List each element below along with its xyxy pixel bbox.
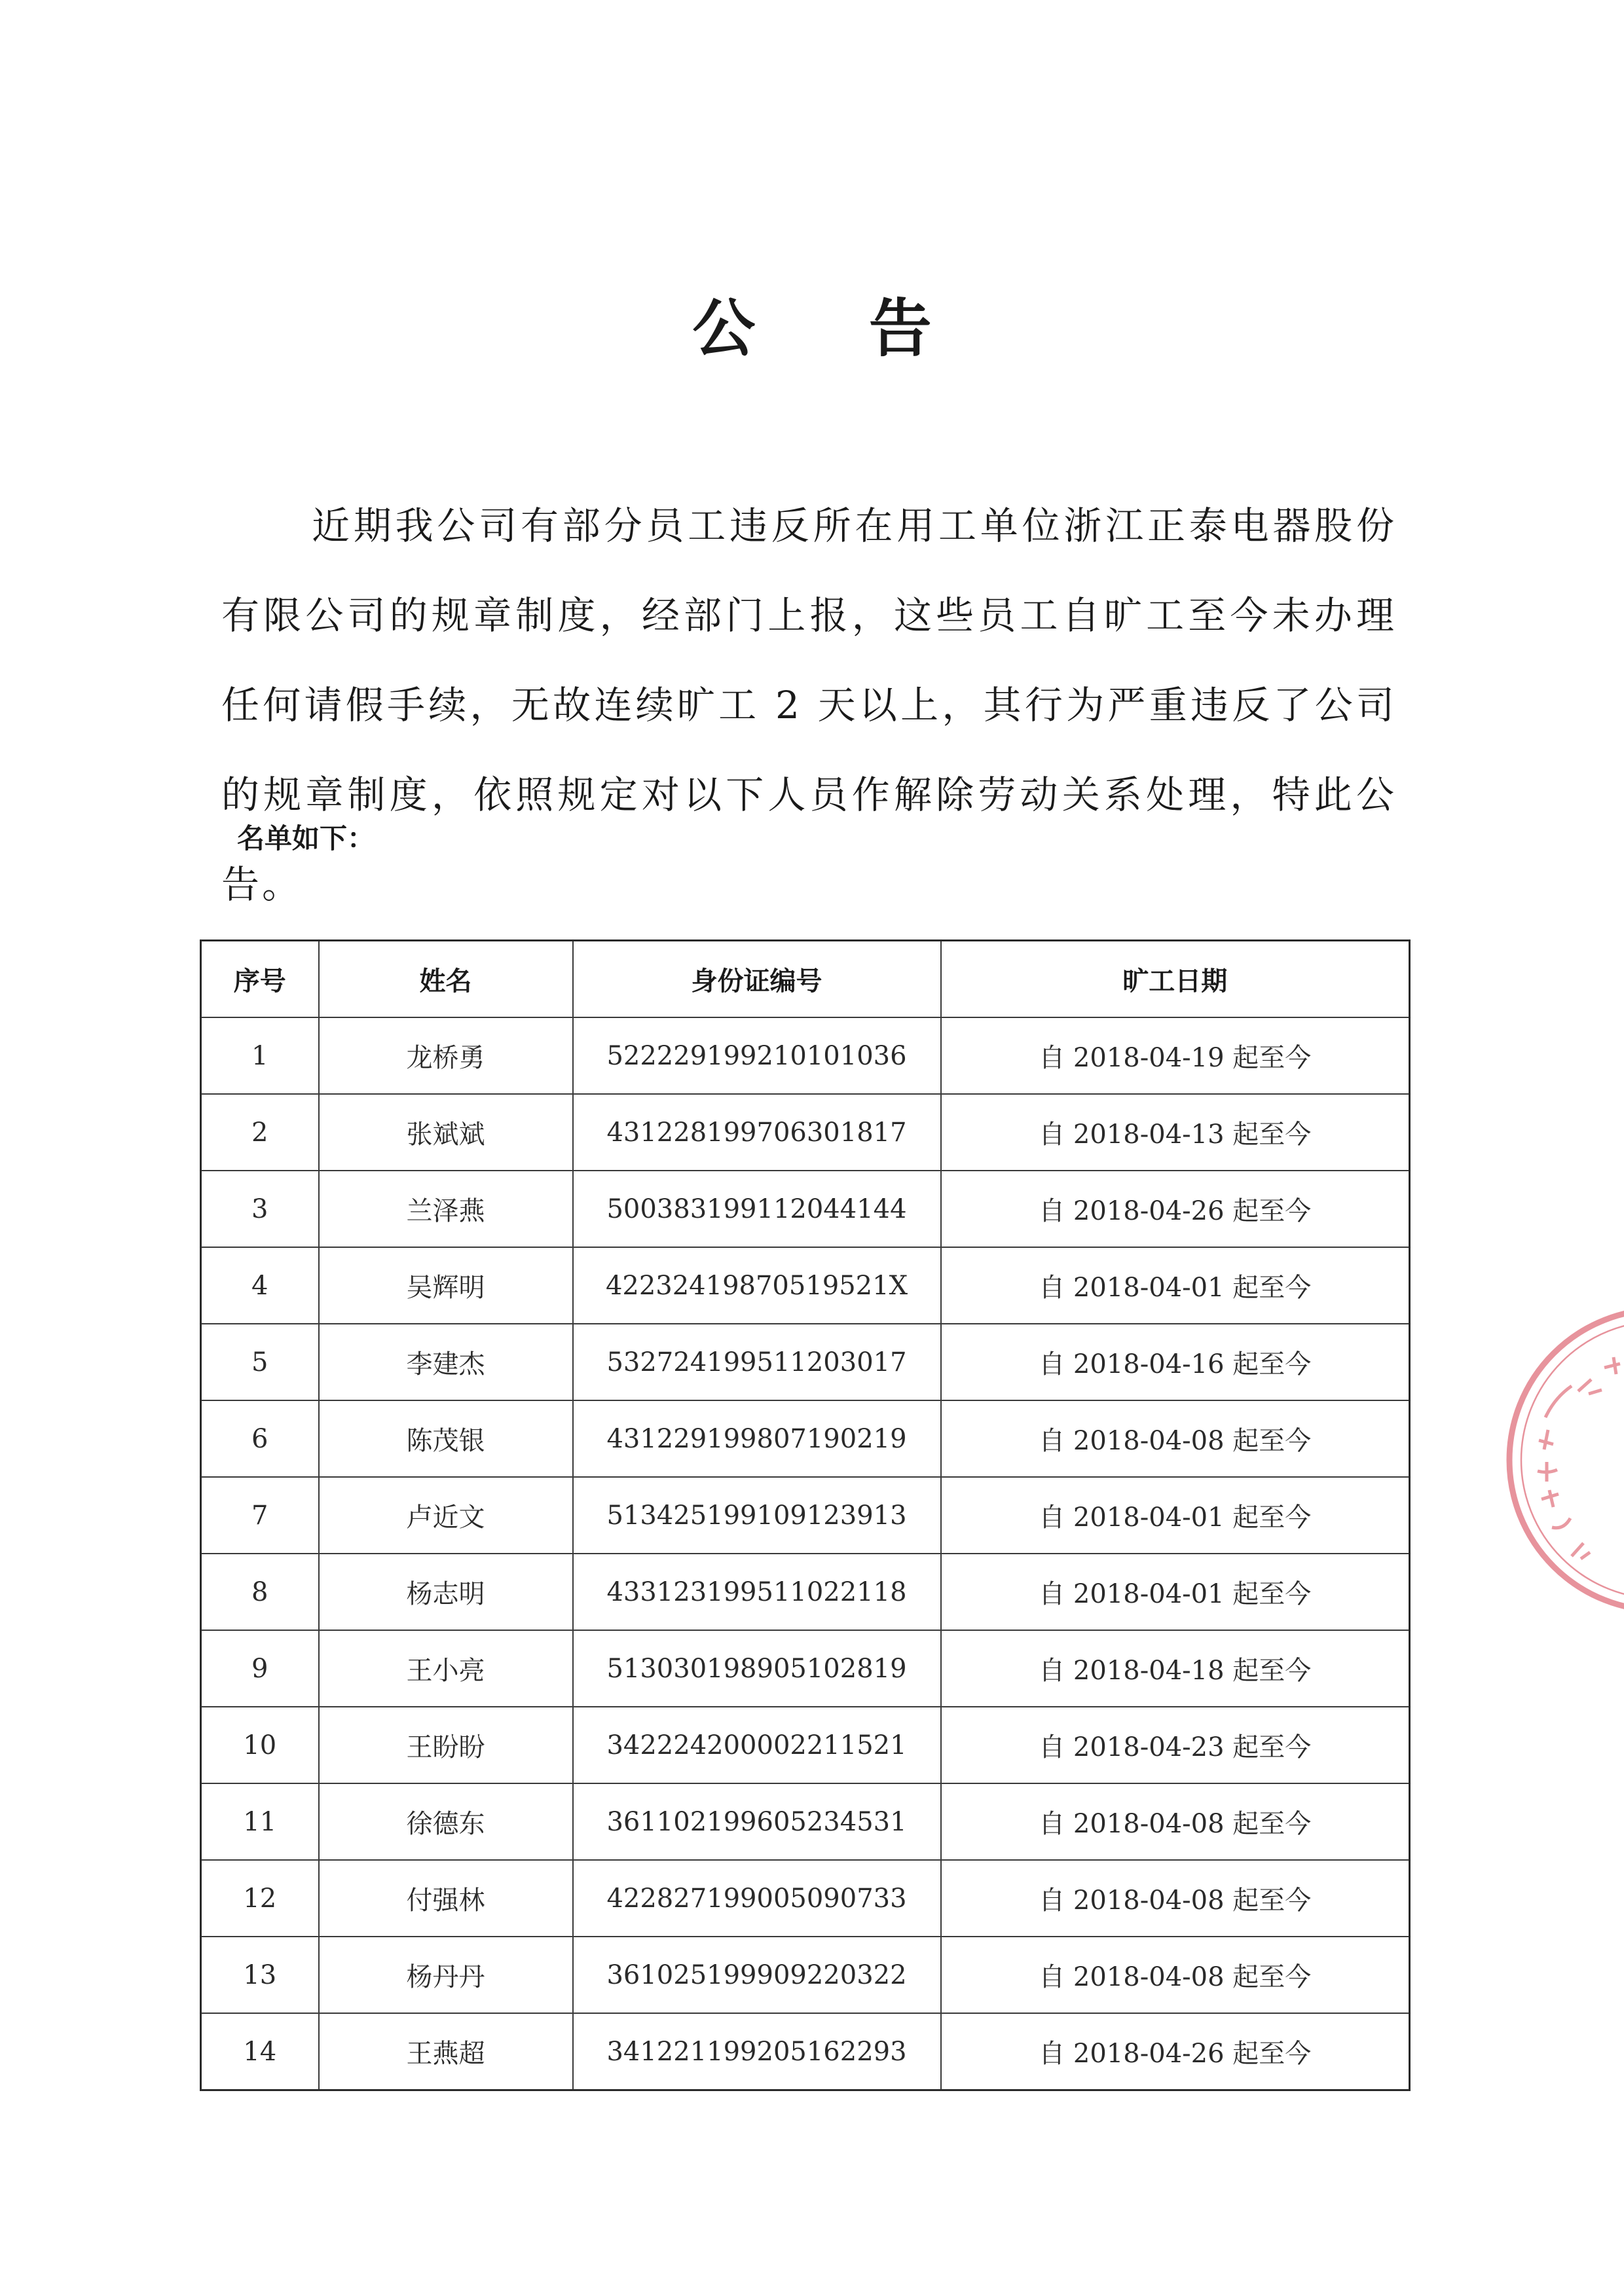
- table-row: [201, 1017, 1410, 1094]
- cell-absence-date: 自 2018-04-16 起至今: [941, 1324, 1410, 1400]
- cell-absence-date: 自 2018-04-18 起至今: [941, 1630, 1410, 1707]
- cell-seq: 4: [201, 1247, 319, 1324]
- cell-id-number: 513425199109123913: [573, 1477, 941, 1554]
- table-row: [201, 1171, 1410, 1247]
- cell-name: 李建杰: [319, 1324, 573, 1400]
- cell-id-number: 361102199605234531: [573, 1783, 941, 1860]
- cell-name: 杨丹丹: [319, 1937, 573, 2013]
- cell-seq: 9: [201, 1630, 319, 1707]
- table-row: [201, 1554, 1410, 1630]
- cell-id-number: 341221199205162293: [573, 2013, 941, 2090]
- cell-id-number: 361025199909220322: [573, 1937, 941, 2013]
- cell-id-number: 342224200002211521: [573, 1707, 941, 1783]
- cell-seq: 11: [201, 1783, 319, 1860]
- cell-absence-date: 自 2018-04-01 起至今: [941, 1247, 1410, 1324]
- cell-absence-date: 自 2018-04-26 起至今: [941, 2013, 1410, 2090]
- cell-name: 徐德东: [319, 1783, 573, 1860]
- cell-seq: 5: [201, 1324, 319, 1400]
- cell-name: 龙桥勇: [319, 1017, 573, 1094]
- cell-id-number: 422827199005090733: [573, 1860, 941, 1937]
- cell-id-number: 532724199511203017: [573, 1324, 941, 1400]
- header-absence-date: 旷工日期: [941, 941, 1410, 1018]
- cell-seq: 2: [201, 1094, 319, 1171]
- cell-absence-date: 自 2018-04-01 起至今: [941, 1554, 1410, 1630]
- cell-id-number: 522229199210101036: [573, 1017, 941, 1094]
- table-header-row: [201, 941, 1410, 1018]
- table-row: [201, 1477, 1410, 1554]
- table-row: [201, 1247, 1410, 1324]
- cell-name: 吴辉明: [319, 1247, 573, 1324]
- cell-id-number: 500383199112044144: [573, 1171, 941, 1247]
- cell-absence-date: 自 2018-04-26 起至今: [941, 1171, 1410, 1247]
- document-title: 公 告: [692, 292, 978, 366]
- cell-name: 王小亮: [319, 1630, 573, 1707]
- cell-name: 王燕超: [319, 2013, 573, 2090]
- cell-id-number: 431228199706301817: [573, 1094, 941, 1171]
- cell-name: 王盼盼: [319, 1707, 573, 1783]
- cell-absence-date: 自 2018-04-23 起至今: [941, 1707, 1410, 1783]
- cell-name: 陈茂银: [319, 1400, 573, 1477]
- cell-seq: 7: [201, 1477, 319, 1554]
- table-row: [201, 1707, 1410, 1783]
- header-name: 姓名: [319, 941, 573, 1018]
- cell-absence-date: 自 2018-04-08 起至今: [941, 1937, 1410, 2013]
- cell-id-number: 431229199807190219: [573, 1400, 941, 1477]
- cell-absence-date: 自 2018-04-01 起至今: [941, 1477, 1410, 1554]
- dismissal-table: [200, 939, 1411, 2091]
- header-id-number: 身份证编号: [573, 941, 941, 1018]
- cell-name: 兰泽燕: [319, 1171, 573, 1247]
- cell-seq: 12: [201, 1860, 319, 1937]
- seal-inscription-marks: [1538, 1357, 1620, 1559]
- cell-name: 杨志明: [319, 1554, 573, 1630]
- cell-absence-date: 自 2018-04-08 起至今: [941, 1400, 1410, 1477]
- company-seal-stamp: [1500, 1300, 1624, 1620]
- table-row: [201, 1324, 1410, 1400]
- table-row: [201, 1400, 1410, 1477]
- table-row: [201, 1937, 1410, 2013]
- cell-name: 卢近文: [319, 1477, 573, 1554]
- table-row: [201, 1094, 1410, 1171]
- cell-name: 张斌斌: [319, 1094, 573, 1171]
- cell-absence-date: 自 2018-04-13 起至今: [941, 1094, 1410, 1171]
- cell-seq: 8: [201, 1554, 319, 1630]
- cell-seq: 6: [201, 1400, 319, 1477]
- list-heading: 名单如下：: [237, 822, 375, 854]
- cell-absence-date: 自 2018-04-19 起至今: [941, 1017, 1410, 1094]
- cell-seq: 13: [201, 1937, 319, 2013]
- cell-seq: 3: [201, 1171, 319, 1247]
- cell-id-number: 433123199511022118: [573, 1554, 941, 1630]
- cell-absence-date: 自 2018-04-08 起至今: [941, 1783, 1410, 1860]
- cell-absence-date: 自 2018-04-08 起至今: [941, 1860, 1410, 1937]
- cell-seq: 10: [201, 1707, 319, 1783]
- cell-seq: 14: [201, 2013, 319, 2090]
- table-row: [201, 1630, 1410, 1707]
- cell-name: 付强林: [319, 1860, 573, 1937]
- table-row: [201, 2013, 1410, 2090]
- header-seq: 序号: [201, 941, 319, 1018]
- cell-seq: 1: [201, 1017, 319, 1094]
- announcement-body: 近期我公司有部分员工违反所在用工单位浙江正泰电器股份有限公司的规章制度，经部门上报，这些员工自旷工至今未办理任何请假手续，无故连续旷工 2 天以上，其行为严重违反了公司的规章制度，依照规定对以下人员作解除劳动关系处理，特此公告。: [221, 503, 1397, 907]
- cell-id-number: 42232419870519521X: [573, 1247, 941, 1324]
- cell-id-number: 513030198905102819: [573, 1630, 941, 1707]
- table-row: [201, 1783, 1410, 1860]
- table-row: [201, 1860, 1410, 1937]
- seal-rings: [1509, 1309, 1624, 1611]
